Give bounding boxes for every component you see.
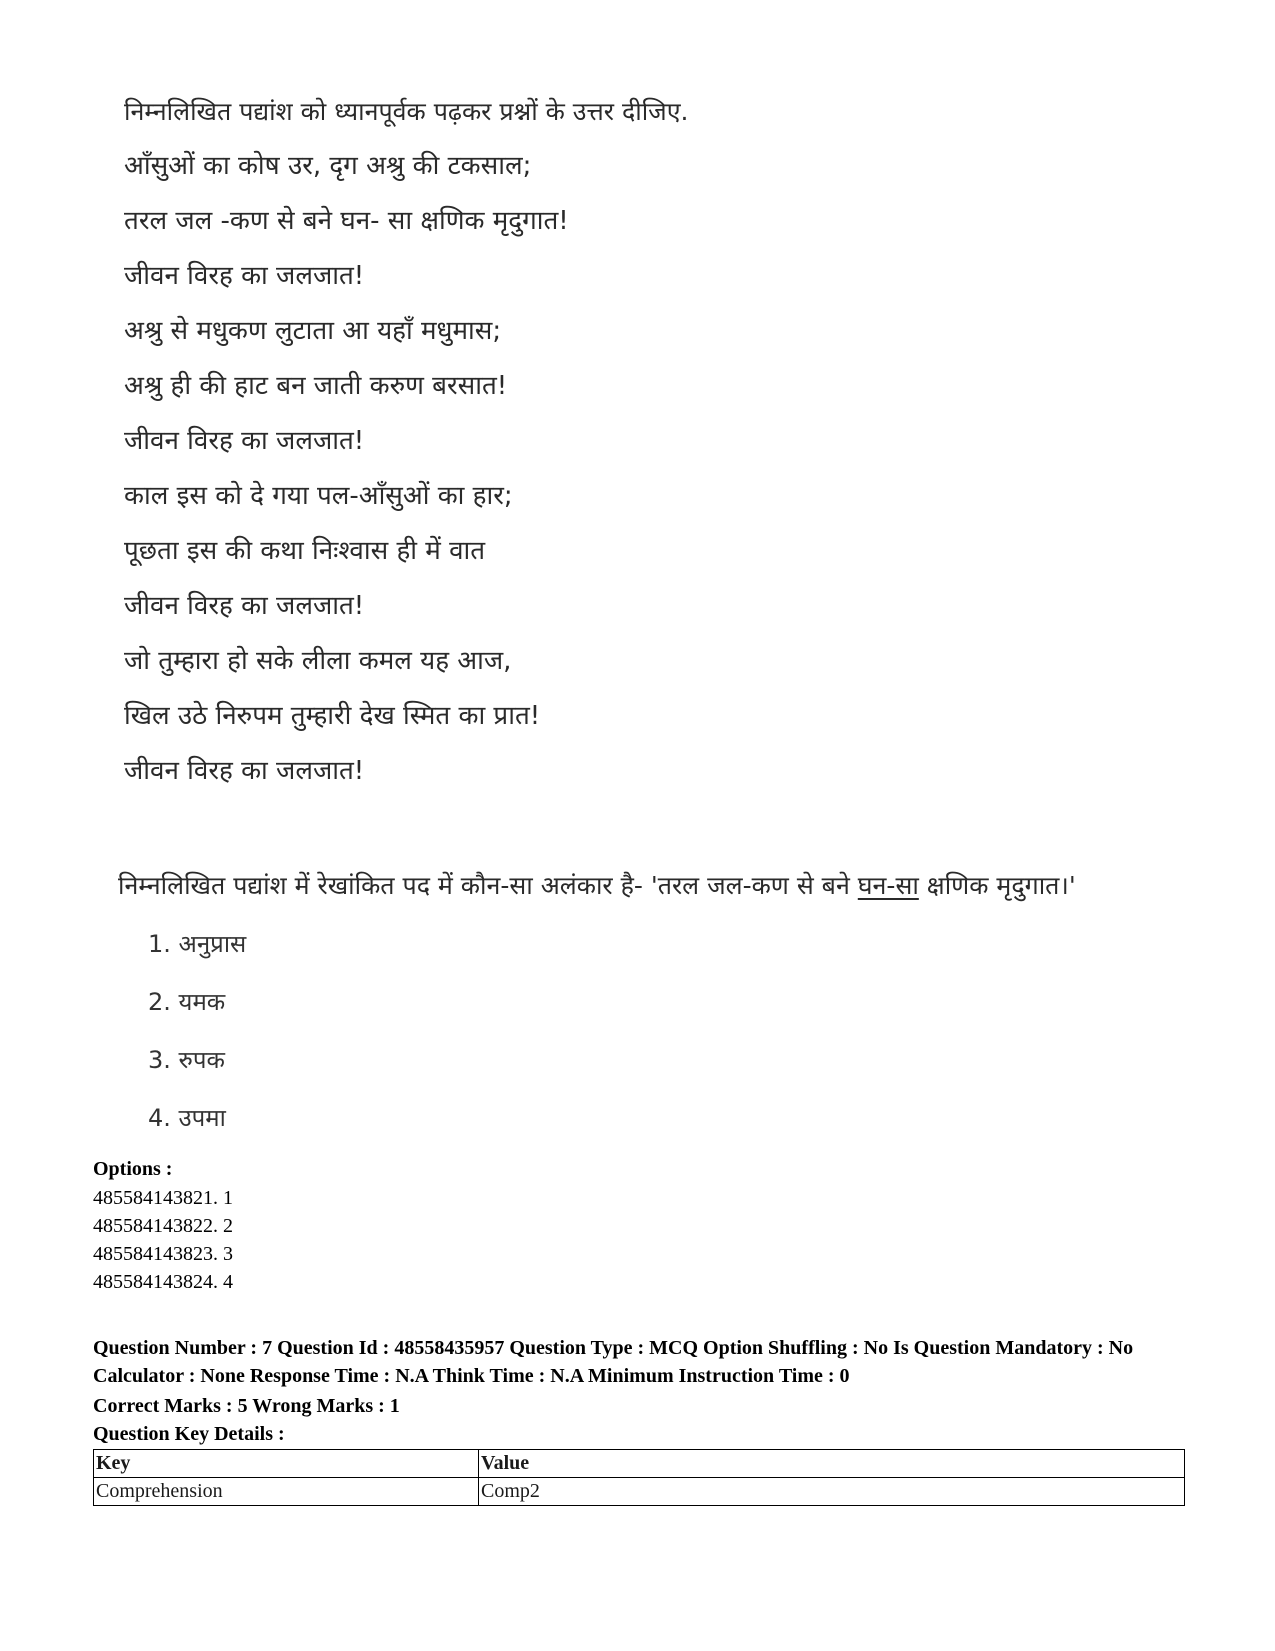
key-details-table — [93, 1449, 1185, 1506]
options-label: Options : — [93, 1158, 173, 1180]
table-cell-value: Comp2 — [479, 1478, 1185, 1506]
question-info: Question Number : 7 Question Id : 48558435957 Question Type : MCQ Option Shuffling : No Is Question Mandatory : No Calculator : None Response Time : N.A Think Time : N.A Minimum Instruction Time : 0 — [93, 1337, 1134, 1387]
question-option: 4. उपमा — [148, 1104, 226, 1132]
question-text — [118, 866, 1218, 906]
passage-line: आँसुओं का कोष उर, दृग अश्रु की टकसाल; — [124, 151, 532, 181]
table-header-row — [94, 1450, 1185, 1478]
passage-line: अश्रु ही की हाट बन जाती करुण बरसात! — [124, 371, 508, 401]
question-option: 1. अनुप्रास — [148, 930, 247, 958]
question-prefix: निम्नलिखित पद्यांश में रेखांकित पद में कौन-सा अलंकार है- 'तरल जल-कण से बने — [118, 871, 858, 900]
question-option-list — [148, 924, 246, 1156]
table-header-key: Key — [94, 1450, 479, 1478]
passage-line: खिल उठे निरुपम तुम्हारी देख स्मित का प्रात! — [124, 701, 541, 731]
passage-line: जीवन विरह का जलजात! — [124, 591, 365, 621]
passage-line: तरल जल -कण से बने घन- सा क्षणिक मृदुगात! — [124, 206, 569, 236]
table-header-value: Value — [479, 1450, 1185, 1478]
option-id-row: 485584143824. 4 — [93, 1271, 233, 1293]
question-suffix: क्षणिक मृदुगात।' — [918, 871, 1076, 900]
question-option: 3. रुपक — [148, 1046, 225, 1074]
passage-line: पूछता इस की कथा निःश्वास ही में वात — [124, 536, 486, 566]
passage-line: जीवन विरह का जलजात! — [124, 756, 365, 786]
passage-line: काल इस को दे गया पल-आँसुओं का हार; — [124, 481, 513, 511]
passage-image — [124, 84, 924, 799]
passage-heading: निम्नलिखित पद्यांश को ध्यानपूर्वक पढ़कर प्रश्नों के उत्तर दीजिए. — [124, 97, 689, 126]
marks-info: Correct Marks : 5 Wrong Marks : 1 — [93, 1395, 400, 1417]
question-option: 2. यमक — [148, 988, 226, 1016]
passage-line: जीवन विरह का जलजात! — [124, 426, 365, 456]
option-id-row: 485584143823. 3 — [93, 1243, 233, 1265]
options-list — [93, 1184, 233, 1296]
table-row — [94, 1478, 1185, 1506]
key-details-label: Question Key Details : — [93, 1423, 285, 1445]
question-underlined-phrase: घन-सा — [857, 871, 919, 900]
option-id-row: 485584143822. 2 — [93, 1215, 233, 1237]
option-id-row: 485584143821. 1 — [93, 1187, 233, 1209]
passage-line: जीवन विरह का जलजात! — [124, 261, 365, 291]
table-cell-key: Comprehension — [94, 1478, 479, 1506]
passage-line: जो तुम्हारा हो सके लीला कमल यह आज, — [124, 646, 512, 676]
passage-line: अश्रु से मधुकण लुटाता आ यहाँ मधुमास; — [124, 316, 502, 346]
